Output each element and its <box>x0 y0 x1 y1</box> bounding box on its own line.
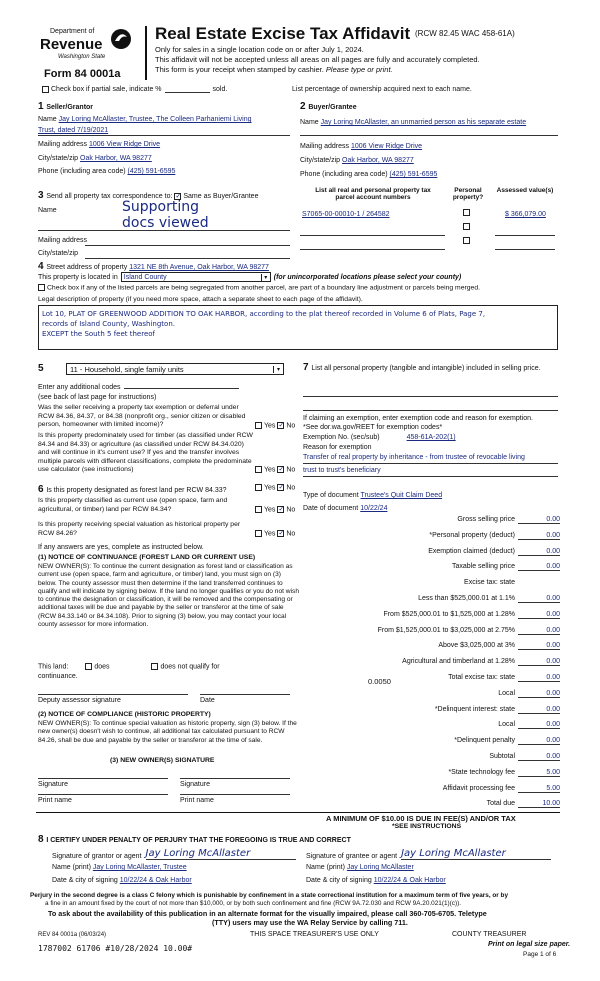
owner-print-label-2: Print name <box>180 797 214 804</box>
partial-sale-label: Check box if partial sale, indicate % <box>51 86 162 93</box>
q3-yes-checkbox[interactable] <box>255 484 262 491</box>
grantee-date[interactable]: 10/22/24 & Oak Harbor <box>373 877 446 884</box>
seller-heading: 1 Seller/Grantor <box>38 101 94 112</box>
tax-line-value[interactable]: 10.00 <box>518 800 560 808</box>
grantor-date-row: Date & city of signing 10/22/24 & Oak Harbor <box>52 877 192 884</box>
doc-type[interactable]: Trustee's Quit Claim Deed <box>360 492 443 499</box>
seller-city[interactable]: Oak Harbor, WA 98277 <box>80 155 152 162</box>
tax-line <box>310 753 560 761</box>
tax-line-label: Excise tax: state <box>464 579 515 587</box>
tax-line <box>310 548 560 556</box>
buyer-city[interactable]: Oak Harbor, WA 98277 <box>342 157 414 164</box>
q1-no-checkbox[interactable] <box>277 422 284 429</box>
tax-line-value[interactable]: 0.00 <box>518 548 560 556</box>
forest-yes-no: Yes ✓ No <box>255 484 295 491</box>
if-yes-note: If any answers are yes, complete as instructed below. <box>38 544 204 551</box>
tax-line-value[interactable] <box>518 579 560 586</box>
logo-dept: Department of <box>50 28 95 35</box>
street-row: 4 Street address of property 1321 NE 8th Avenue, Oak Harbor, WA 98277 <box>38 261 269 272</box>
this-land-row: This land: does does not qualify for <box>38 663 220 671</box>
compliance-heading: (2) NOTICE OF COMPLIANCE (HISTORIC PROPERTY) <box>38 711 211 718</box>
tax-line-label: *Delinquent interest: state <box>434 705 515 713</box>
tax-line <box>310 611 560 619</box>
continuance-body: NEW OWNER(S): To continue the current designation as forest land or classification as current use (open space, farm and agriculture, or timber) land, you must sign on (3) below. The county assessor must then determine if the land transferred continues to qualify and will indicate by signing below. If the land no longer qualifies or you do not wish to continue the designation or classification, it will be removed and the compensating or additional taxes will be due and payable by the seller or transferor at the time of sale (RCW 84.33.140 or 84.34.108). Prior to signing (3) below, you may contact your local county assessor for more information. <box>38 563 299 629</box>
segregated-checkbox[interactable] <box>38 284 45 291</box>
doc-date[interactable]: 10/22/24 <box>360 505 388 512</box>
tax-line <box>310 721 560 729</box>
tax-line-label: Agricultural and timberland at 1.28% <box>402 658 515 666</box>
buyer-heading: 2 Buyer/Grantee <box>300 101 357 112</box>
sec3-row: 3 Send all property tax correspondence to: ✓ Same as Buyer/Grantee <box>38 190 258 201</box>
reason-line-2[interactable]: trust to trust's beneficiary <box>303 467 381 474</box>
tax-line <box>310 674 560 682</box>
perjury-line-1: Perjury in the second degree is a class C felony which is punishable by confinement in a state correctional institution for a maximum term of five years, or by <box>30 892 509 899</box>
sec5-number: 5 <box>38 363 44 374</box>
does-not-checkbox[interactable] <box>151 663 158 670</box>
tax-line <box>310 785 560 793</box>
tax-line-label: Taxable selling price <box>451 563 515 571</box>
tax-line-value[interactable]: 0.00 <box>518 516 560 524</box>
compliance-body: NEW OWNER(S): To continue special valuation as historic property, sign (3) below. If the new owner(s) doesn't wish to continue, all additional tax calculated pursuant to RCW 84.26, shall be due and payable by the seller or transferor at the time of sale. <box>38 720 297 744</box>
tax-line-value[interactable]: 0.00 <box>518 627 560 635</box>
owner-sig-label-2: Signature <box>180 781 210 788</box>
tax-line-label: Local <box>498 689 515 697</box>
tax-line <box>310 595 560 603</box>
seller-address-row: Mailing address 1006 View Ridge Drive <box>38 141 161 148</box>
tax-line <box>310 532 560 540</box>
partial-sale-checkbox[interactable] <box>42 86 49 93</box>
tax-line-value[interactable]: 0.00 <box>518 658 560 666</box>
seller-name-row: Name Jay Loring McAllaster, Trustee, The Colleen Parhaniemi Living <box>38 116 252 123</box>
q5-no-checkbox[interactable] <box>277 530 284 537</box>
tax-line-value[interactable]: 0.00 <box>518 721 560 729</box>
sold-label: sold. <box>212 86 228 93</box>
legal-paper-note: Print on legal size paper. <box>488 941 571 948</box>
perjury-line-2: a fine in an amount fixed by the court of not more than $10,000, or by both such confinement and fine (RCW 9A.72.030 and RCW 9A.20.021(1)(c)). <box>45 900 461 907</box>
seller-address[interactable]: 1006 View Ridge Drive <box>88 141 161 148</box>
exemption-yes-no: Yes ✓ No <box>255 422 295 429</box>
county-row: This property is located in Island County ▾ (for unincorporated locations please select your county) <box>38 273 462 281</box>
logo-revenue: Revenue <box>40 36 103 53</box>
see-instructions: *SEE INSTRUCTIONS <box>392 823 462 830</box>
assessed-value[interactable]: $ 366,079.00 <box>505 211 546 218</box>
header-note-2: This affidavit will not be accepted unless all areas on all pages are fully and accurately completed. <box>155 55 480 64</box>
q2-no-checkbox[interactable] <box>277 466 284 473</box>
tax-line-label: From $1,525,000.01 to $3,025,000 at 2.75% <box>377 626 515 634</box>
does-checkbox[interactable] <box>85 663 92 670</box>
access-line-2: (TTY) users may use the WA Relay Service by calling 711. <box>212 918 408 927</box>
legal-desc-line-3: EXCEPT the South 5 feet thereof <box>42 330 156 338</box>
chevron-down-icon: ▾ <box>273 366 283 373</box>
header-note-3: This form is your receipt when stamped by cashier. Please type or print. <box>155 65 393 74</box>
buyer-name[interactable]: Jay Loring McAllaster, an unmarried person as his separate estate <box>320 119 527 126</box>
personal-prop-label: 7 List all personal property (tangible and intangible) included in selling price. <box>303 362 541 373</box>
q4-no-checkbox[interactable] <box>277 506 284 513</box>
grantee-print-name[interactable]: Jay Loring McAllaster <box>346 864 414 871</box>
tax-line <box>310 706 560 714</box>
tax-line-label: Gross selling price <box>457 516 515 523</box>
tax-line-value[interactable]: 0.00 <box>518 563 560 571</box>
tax-line-value[interactable]: 0.00 <box>518 674 560 682</box>
chevron-down-icon: ▾ <box>261 274 270 281</box>
legal-desc-label: Legal description of property (if you need more space, attach a separate sheet to each page of the affidavit). <box>38 296 363 303</box>
q2-yes-checkbox[interactable] <box>255 466 262 473</box>
reason-line-1[interactable]: Transfer of real property by inheritance - from trustee of revocable living <box>303 454 525 461</box>
tax-line-label: Above $3,025,000 at 3% <box>438 642 515 650</box>
use-code-select[interactable]: 11 - Household, single family units ▾ <box>66 363 284 375</box>
tax-line-label: *State technology fee <box>448 768 515 776</box>
parcel-number[interactable]: S7065-00-00010-1 / 264582 <box>302 211 390 218</box>
q4-yes-checkbox[interactable] <box>255 506 262 513</box>
seller-name-cont[interactable]: Trust, dated 7/19/2021 <box>38 127 109 134</box>
historic-question: Is this property receiving special valuation as historical property per RCW 84.26? <box>38 521 241 537</box>
buyer-city-row: City/state/zip Oak Harbor, WA 98277 <box>300 157 414 164</box>
personal-checkbox-3[interactable] <box>463 237 472 244</box>
tax-line-label: From $525,000.01 to $1,525,000 at 1.28% <box>383 610 515 618</box>
local-rate: 0.0050 <box>368 677 391 686</box>
tax-line <box>310 800 560 808</box>
exemption-question: Was the seller receiving a property tax exemption or deferral under RCW 84.36, 84.37, or 84.38 (nonprofit org., senior citizen or disabled person, homeowner with limited income)? <box>38 404 246 428</box>
sec3-city-row: City/state/zip <box>38 250 79 257</box>
grantor-print-name[interactable]: Jay Loring McAllaster, Trustee <box>92 864 187 871</box>
tax-line <box>310 658 560 666</box>
forest-question: 6 Is this property designated as forest land per RCW 84.33? <box>38 484 227 495</box>
tax-line-value[interactable]: 0.00 <box>518 753 560 761</box>
historic-yes-no: Yes ✓ No <box>255 530 295 537</box>
exempt-no-value[interactable]: 458-61A-202(1) <box>406 434 456 441</box>
form-number: Form 84 0001a <box>44 68 121 80</box>
tax-line-value[interactable]: 0.00 <box>518 706 560 714</box>
tax-line-label: Exemption claimed (deduct) <box>428 547 515 555</box>
tax-line-label: Less than $525,000.01 at 1.1% <box>418 595 515 602</box>
tax-line <box>310 516 560 524</box>
current-use-yes-no: Yes ✓ No <box>255 506 295 513</box>
exempt-no-row: Exemption No. (sec/sub) 458-61A-202(1) <box>303 434 456 441</box>
parcel-col-header: List all real and personal property tax parcel account numbers <box>315 187 431 201</box>
logo-state: Washington State <box>58 54 106 60</box>
timber-question: Is this property predominately used for timber (as classified under RCW 84.34 and 84.33) or agriculture (as classified under RCW 84.34.020) and will continue in it's current use? If yes and the transfer involves multiple parcels with different classifications, complete the predominate use calculator (see instructions) <box>38 432 253 473</box>
tax-line <box>310 769 560 777</box>
personal-col-header: Personal property? <box>452 187 484 201</box>
county-select[interactable]: Island County ▾ <box>121 272 271 282</box>
q5-yes-checkbox[interactable] <box>255 530 262 537</box>
tax-line <box>310 563 560 571</box>
sec3-name-row: Name <box>38 207 57 214</box>
tax-line-label: *Delinquent penalty <box>454 737 515 745</box>
buyer-phone-row: Phone (including area code) (425) 591-6595 <box>300 171 438 178</box>
see-back-note: (see back of last page for instructions) <box>38 394 157 401</box>
seller-city-row: City/state/zip Oak Harbor, WA 98277 <box>38 155 152 162</box>
tax-line <box>310 579 560 586</box>
tax-line-value[interactable]: 0.00 <box>518 611 560 619</box>
continuance-heading: (1) NOTICE OF CONTINUANCE (FOREST LAND OR CURRENT USE) <box>38 554 256 561</box>
tax-line-value[interactable]: 5.00 <box>518 769 560 777</box>
certify-line: 8 I CERTIFY UNDER PENALTY OF PERJURY THAT THE FOREGOING IS TRUE AND CORRECT <box>38 834 351 845</box>
buyer-name-row: Name Jay Loring McAllaster, an unmarried person as his separate estate <box>300 119 527 126</box>
personal-checkbox-2[interactable] <box>463 223 472 230</box>
owner-sig-label-1: Signature <box>38 781 68 788</box>
rev-number: REV 84 0001a (06/03/24) <box>38 932 107 938</box>
tax-line-value[interactable]: 0.00 <box>518 595 560 603</box>
tax-line-value[interactable]: 0.00 <box>518 690 560 698</box>
buyer-phone[interactable]: (425) 591-6595 <box>389 171 438 178</box>
access-line-1: To ask about the availability of this publication in an alternate format for the visually impaired, please call 360-705-6705. Teletype <box>48 909 487 918</box>
grantee-sig-row: Signature of grantee or agent Jay Loring McAllaster <box>306 848 551 860</box>
assessed-col-header: Assessed value(s) <box>496 187 554 194</box>
exempt-note: If claiming an exemption, enter exemption code and reason for exemption. *See dor.wa.gov/REET for exemption codes* <box>303 415 533 431</box>
tax-line-label: Total due <box>486 800 515 808</box>
tax-line <box>310 690 560 698</box>
tax-line-value[interactable]: 0.00 <box>518 642 560 650</box>
header-divider <box>145 26 147 80</box>
grantor-sig-row: Signature of grantor or agent Jay Loring McAllaster <box>52 848 296 860</box>
reason-label: Reason for exemption <box>303 444 372 451</box>
personal-checkbox-1[interactable] <box>463 209 472 216</box>
continuance-label: continuance. <box>38 673 78 680</box>
logo-swirl-icon <box>110 28 132 52</box>
seller-phone[interactable]: (425) 591-6595 <box>127 168 176 175</box>
q3-no-checkbox[interactable] <box>277 484 284 491</box>
treasurer-only: THIS SPACE TREASURER'S USE ONLY <box>250 931 379 938</box>
county-treasurer: COUNTY TREASURER <box>452 931 527 938</box>
tax-line <box>310 737 560 745</box>
stamp-docs-viewed: docs viewed <box>122 215 209 231</box>
partial-sale-row <box>42 86 227 93</box>
current-use-question: Is this property classified as current use (open space, farm and agricultural, or timber) land per RCW 84.34? <box>38 497 228 513</box>
stamp-supporting: Supporting <box>122 199 199 215</box>
grantor-name-row: Name (print) Jay Loring McAllaster, Trustee <box>52 864 187 871</box>
tax-line-label: Subtotal <box>489 753 515 760</box>
legal-desc-line-2: records of Island County, Washington. <box>42 320 175 328</box>
header-note-1: Only for sales in a single location code on or after July 1, 2024. <box>155 45 364 54</box>
tax-line-label: *Personal property (deduct) <box>429 531 515 539</box>
deputy-sig-label: Deputy assessor signature <box>38 697 121 704</box>
tax-line-label: Local <box>498 721 515 729</box>
new-owner-heading: (3) NEW OWNER(S) SIGNATURE <box>110 757 215 764</box>
grantor-signature[interactable]: Jay Loring McAllaster <box>146 848 296 860</box>
tax-line-label: Total excise tax: state <box>448 674 515 681</box>
tax-line <box>310 627 560 635</box>
segregated-row: Check box if any of the listed parcels are being segregated from another parcel, are part of a boundary line adjustment or parcels being merged. <box>38 284 480 291</box>
grantee-date-row: Date & city of signing 10/22/24 & Oak Harbor <box>306 877 446 884</box>
legal-desc-box[interactable] <box>38 305 558 350</box>
timber-yes-no: Yes ✓ No <box>255 466 295 473</box>
tax-line-label: Affidavit processing fee <box>442 784 515 792</box>
q1-yes-checkbox[interactable] <box>255 422 262 429</box>
doc-type-row: Type of document Trustee's Quit Claim Deed <box>303 492 443 499</box>
tax-line <box>310 642 560 650</box>
additional-codes-row: Enter any additional codes <box>38 384 239 391</box>
deputy-date-label: Date <box>200 697 215 704</box>
seller-phone-row: Phone (including area code) (425) 591-6595 <box>38 168 176 175</box>
sec3-address-row: Mailing address <box>38 237 88 244</box>
owner-print-label-1: Print name <box>38 797 72 804</box>
tax-line-value[interactable]: 0.00 <box>518 532 560 540</box>
minimum-due-note: A MINIMUM OF $10.00 IS DUE IN FEE(S) AND/OR TAX <box>326 814 516 823</box>
grantee-signature[interactable]: Jay Loring McAllaster <box>401 848 551 860</box>
grantor-date[interactable]: 10/22/24 & Oak Harbor <box>119 877 192 884</box>
buyer-address[interactable]: 1006 View Ridge Drive <box>350 143 423 150</box>
grantee-name-row: Name (print) Jay Loring McAllaster <box>306 864 414 871</box>
buyer-address-row: Mailing address 1006 View Ridge Drive <box>300 143 423 150</box>
form-rcw: (RCW 82.45 WAC 458-61A) <box>415 29 515 38</box>
form-title: Real Estate Excise Tax Affidavit <box>155 24 411 43</box>
street-address[interactable]: 1321 NE 8th Avenue, Oak Harbor, WA 98277 <box>129 264 269 271</box>
legal-desc-line-1: Lot 10, PLAT OF GREENWOOD ADDITION TO OAK HARBOR, according to the plat thereof recorded in Volume 6 of Plats, Page 7, <box>42 310 486 318</box>
tax-line-value[interactable]: 0.00 <box>518 737 560 745</box>
doc-date-row: Date of document 10/22/24 <box>303 505 388 512</box>
sec8-divider <box>36 812 560 813</box>
page-number: Page 1 of 6 <box>523 951 557 958</box>
cashier-stamp: 1787002 61706 #10/28/2024 10.00# <box>38 944 193 953</box>
tax-line-value[interactable]: 5.00 <box>518 785 560 793</box>
list-percentage-note: List percentage of ownership acquired next to each name. <box>292 86 472 93</box>
seller-name[interactable]: Jay Loring McAllaster, Trustee, The Colleen Parhaniemi Living <box>58 116 252 123</box>
